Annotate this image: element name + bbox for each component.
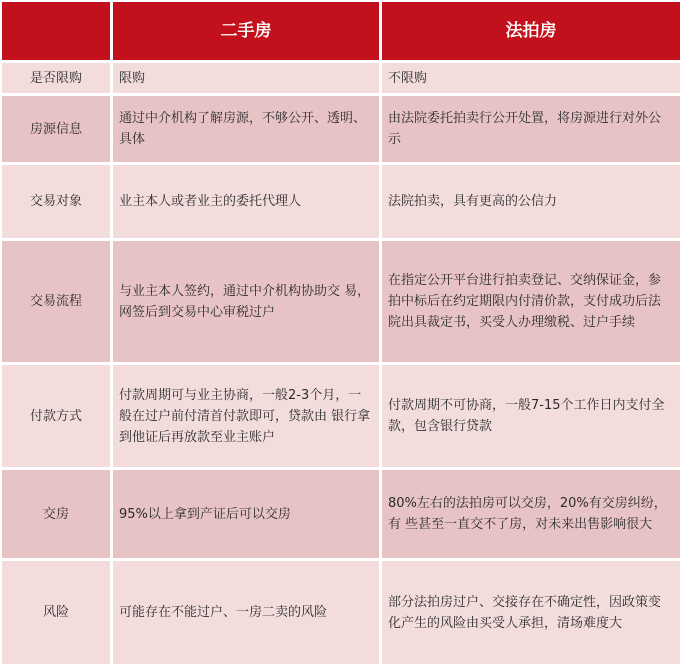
secondhand-handover: 95%以上拿到产证后可以交房 [113,470,379,558]
secondhand-purchase-restriction: 限购 [113,63,379,93]
row-label-payment: 付款方式 [2,365,110,467]
secondhand-risk: 可能存在不能过户、一房二卖的风险 [113,561,379,664]
auction-process: 在指定公开平台进行拍卖登记、交纳保证金，参 拍中标后在约定期限内付清价款，支付成功后法 院出具裁定书，买受人办理缴税、过户手续 [382,241,680,362]
secondhand-payment: 付款周期可与业主协商，一般2-3个月，一般在过户前付清首付款即可，贷款由 银行拿到他证后再放款至业主账户 [113,365,379,467]
row-label-process: 交易流程 [2,241,110,362]
auction-risk: 部分法拍房过户、交接存在不确定性，因政策变 化产生的风险由买受人承担，清场难度大 [382,561,680,664]
auction-purchase-restriction: 不限购 [382,63,680,93]
row-label-handover: 交房 [2,470,110,558]
row-label-listing-info: 房源信息 [2,96,110,162]
row-label-risk: 风险 [2,561,110,664]
auction-payment: 付款周期不可协商，一般7-15个工作日内支付全 款，包含银行贷款 [382,365,680,467]
header-auction: 法拍房 [382,2,680,60]
auction-listing-info: 由法院委托拍卖行公开处置，将房源进行对外公 示 [382,96,680,162]
secondhand-process: 与业主本人签约，通过中介机构协助交 易，网签后到交易中心审税过户 [113,241,379,362]
auction-counterparty: 法院拍卖，具有更高的公信力 [382,165,680,238]
header-secondhand: 二手房 [113,2,379,60]
comparison-table [2,2,680,664]
row-label-counterparty: 交易对象 [2,165,110,238]
header-corner-cell [2,2,110,60]
secondhand-listing-info: 通过中介机构了解房源，不够公开、透明、具体 [113,96,379,162]
row-label-purchase-restriction: 是否限购 [2,63,110,93]
secondhand-counterparty: 业主本人或者业主的委托代理人 [113,165,379,238]
auction-handover: 80%左右的法拍房可以交房，20%有交房纠纷，有 些甚至一直交不了房，对未来出售影响很大 [382,470,680,558]
